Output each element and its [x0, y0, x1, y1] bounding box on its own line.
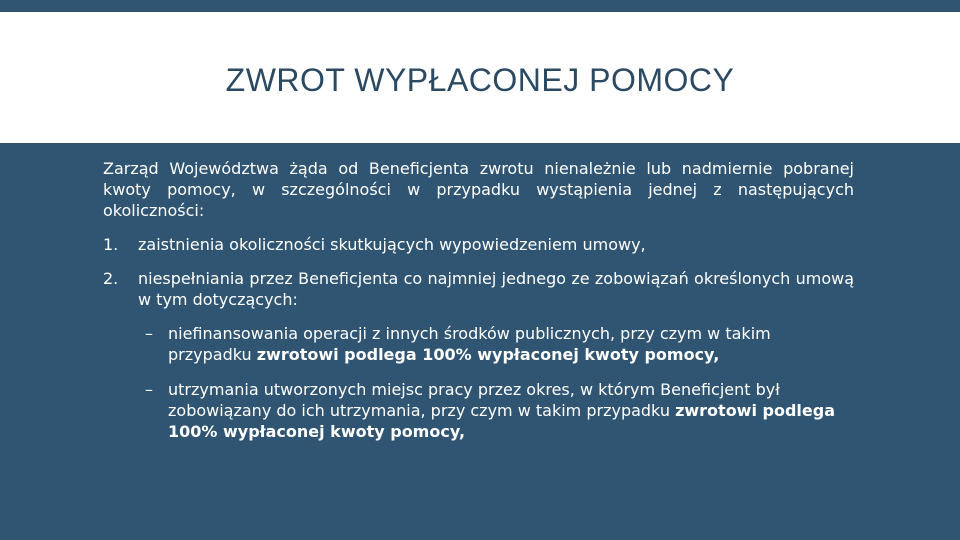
sub-item-text: [168, 379, 854, 442]
intro-paragraph: Zarząd Województwa żąda od Beneficjenta zwrotu nienależnie lub nadmiernie pobranej kwoty pomocy, w szczególności w przypadku wystąpienia jednej z następujących okoliczności:: [103, 159, 854, 220]
slide-title: ZWROT WYPŁACONEJ POMOCY: [225, 62, 735, 98]
list-item-body: [138, 268, 854, 310]
sub-list-item: [143, 379, 854, 442]
sub-list: [143, 323, 854, 442]
sub-item-text: [168, 323, 854, 365]
sub-item-plain: niefinansowania operacji z innych środków publicznych, przy czym w takim przypadku: [168, 324, 771, 364]
slide-content: [103, 158, 854, 456]
sub-item-plain: utrzymania utworzonych miejsc pracy przez okres, w którym Beneficjent był zobowiązany do ich utrzymania, przy czym w takim przypadku: [168, 380, 780, 420]
list-item: [103, 234, 854, 255]
list-number: 2.: [103, 269, 119, 288]
list-item-text: zaistnienia okoliczności skutkujących wypowiedzeniem umowy,: [138, 235, 646, 254]
sub-item-bold: zwrotowi podlega 100% wypłaconej kwoty pomocy,: [168, 401, 835, 441]
sub-list-item: [143, 323, 854, 365]
sub-item-bold: zwrotowi podlega 100% wypłaconej kwoty pomocy,: [256, 345, 720, 364]
dash-bullet: –: [145, 324, 153, 343]
list-number: 1.: [103, 235, 119, 254]
list-item: [103, 268, 854, 310]
dash-bullet: –: [145, 380, 153, 399]
list-item-text: niespełniania przez Beneficjenta co najmniej jednego ze zobowiązań określonych umową w tym dotyczących:: [138, 269, 854, 309]
